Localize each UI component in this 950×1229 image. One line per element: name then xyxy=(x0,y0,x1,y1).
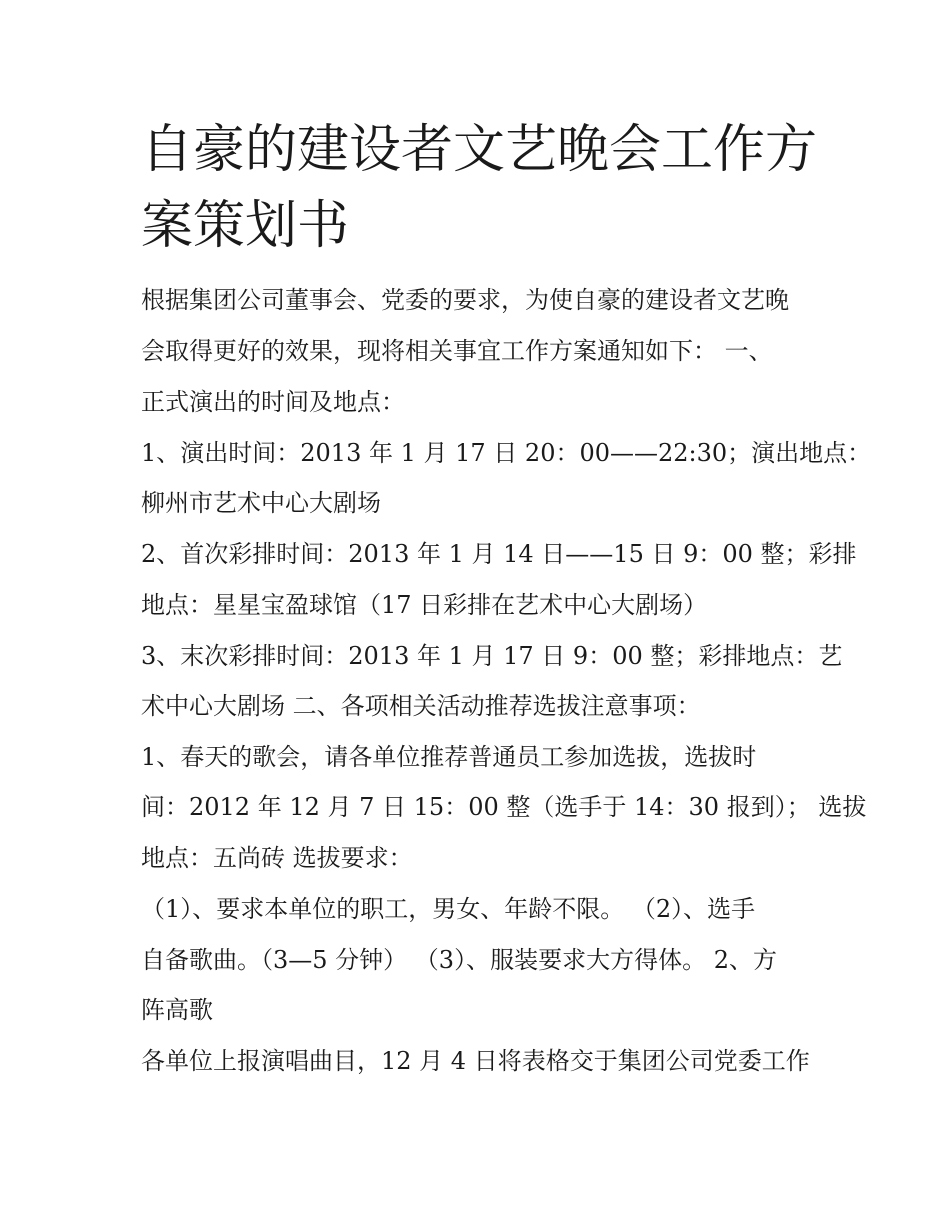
body-line-13: （1）、要求本单位的职工，男女、年龄不限。 （2）、选手 xyxy=(141,895,756,923)
document-title xyxy=(141,112,831,264)
body-line-7: 地点：星星宝盈球馆（17 日彩排在艺术中心大剧场） xyxy=(141,591,708,619)
body-line-1: 根据集团公司董事会、党委的要求，为使自豪的建设者文艺晚 xyxy=(141,286,789,314)
body-line-4: 1、演出时间：2013 年 1 月 17 日 20：00——22:30；演出地点： xyxy=(141,439,872,467)
body-line-6: 2、首次彩排时间：2013 年 1 月 14 日——15 日 9：00 整；彩排 xyxy=(141,540,857,568)
body-line-9: 术中心大剧场 二、各项相关活动推荐选拔注意事项： xyxy=(141,692,701,720)
body-line-15: 阵高歌 xyxy=(141,996,213,1024)
body-line-10: 1、春天的歌会，请各单位推荐普通员工参加选拔，选拔时 xyxy=(141,743,757,771)
body-line-16: 各单位上报演唱曲目，12 月 4 日将表格交于集团公司党委工作 xyxy=(141,1047,810,1075)
body-line-3: 正式演出的时间及地点： xyxy=(141,388,405,416)
body-line-12: 地点：五尚砖 选拔要求： xyxy=(141,844,413,872)
body-line-8: 3、末次彩排时间：2013 年 1 月 17 日 9：00 整；彩排地点：艺 xyxy=(141,642,843,670)
body-line-5: 柳州市艺术中心大剧场 xyxy=(141,489,381,517)
body-line-11: 间：2012 年 12 月 7 日 15：00 整（选手于 14：30 报到）； 选拔 xyxy=(141,793,867,821)
title-line-1: 自豪的建设者文艺晚会工作方 xyxy=(141,120,818,180)
body-line-14: 自备歌曲。（3—5 分钟） （3）、服装要求大方得体。 2、方 xyxy=(141,946,777,974)
title-line-2: 案策划书 xyxy=(141,196,350,256)
body-line-2: 会取得更好的效果，现将相关事宜工作方案通知如下： 一、 xyxy=(141,337,773,365)
